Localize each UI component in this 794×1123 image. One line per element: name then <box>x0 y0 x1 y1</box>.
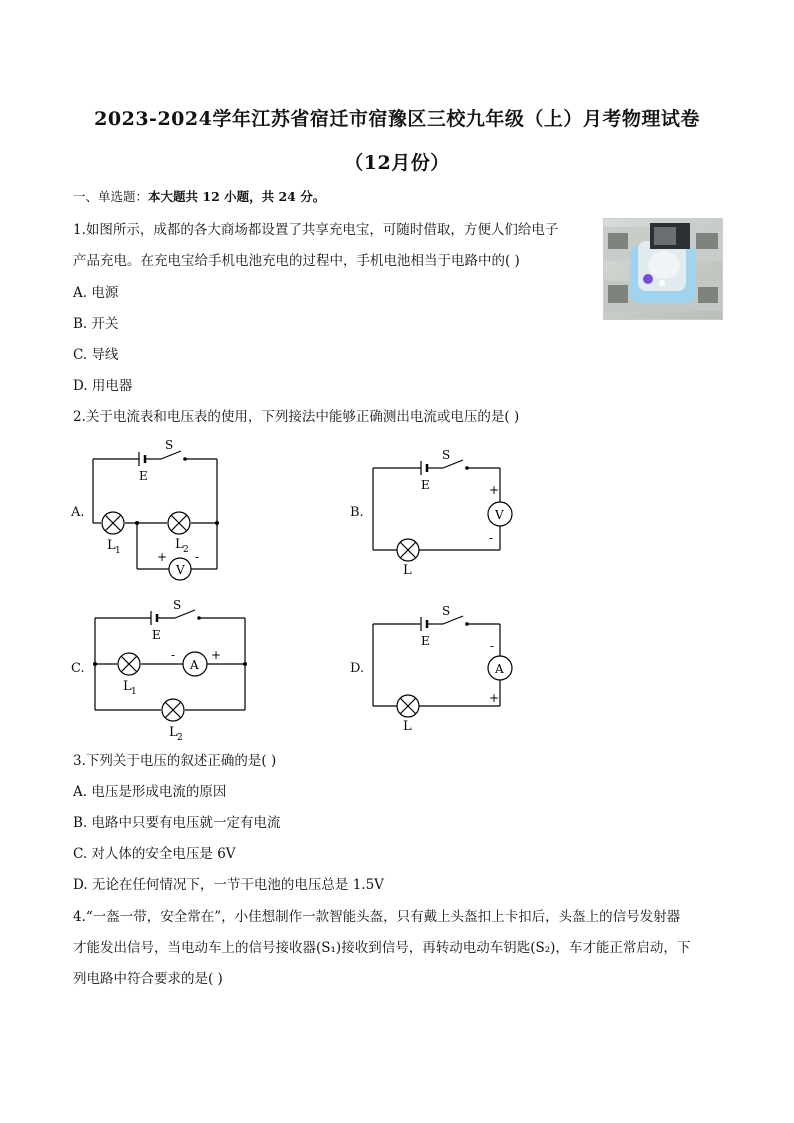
circuit-d-plus: + <box>489 691 500 705</box>
circuit-d-switch-label: S <box>442 604 451 618</box>
q4-stem-line3: 列电路中符合要求的是( ) <box>73 971 223 987</box>
q2-option-b-label: B. <box>350 505 364 520</box>
circuit-c-diagram <box>85 596 255 744</box>
circuit-c-l1-label: L <box>123 679 132 694</box>
circuit-a-l1-label: L <box>107 538 116 553</box>
q3-option-a: A. 电压是形成电流的原因 <box>73 784 227 800</box>
q1-option-b: B. 开关 <box>73 316 119 332</box>
circuit-b-diagram <box>365 446 525 581</box>
circuit-a-minus: - <box>195 550 200 564</box>
circuit-d-ammeter-label: A <box>495 662 504 676</box>
circuit-b-battery-label: E <box>421 478 430 492</box>
circuit-d-diagram <box>365 602 525 737</box>
circuit-a-battery-label: E <box>139 469 148 483</box>
circuit-b-voltmeter-label: V <box>495 508 504 522</box>
circuit-b-minus: - <box>489 531 494 545</box>
q3-option-d: D. 无论在任何情况下，一节干电池的电压总是 1.5V <box>73 877 384 893</box>
q1-option-c: C. 导线 <box>73 347 119 363</box>
q3-stem: 3.下列关于电压的叙述正确的是( ) <box>73 753 277 769</box>
circuit-b-switch-label: S <box>442 448 451 462</box>
circuit-b-plus: + <box>489 483 500 497</box>
circuit-c-l2-sub: 2 <box>177 733 183 743</box>
circuit-c-switch-label: S <box>173 598 182 612</box>
q1-stem-line2: 产品充电。在充电宝给手机电池充电的过程中，手机电池相当于电路中的( ) <box>73 253 520 269</box>
circuit-c-l2-label: L <box>169 725 178 740</box>
circuit-a-l1-sub: 1 <box>115 546 121 556</box>
circuit-a-diagram <box>85 437 230 587</box>
circuit-c-minus: - <box>171 648 176 662</box>
circuit-a-plus: + <box>157 550 168 564</box>
section-heading <box>73 187 325 205</box>
q1-option-d: D. 用电器 <box>73 378 133 394</box>
q4-stem-line2: 才能发出信号，当电动车上的信号接收器(S₁)接收到信号，再转动电动车钥匙(S₂)，车才能正常启动，下 <box>73 940 691 956</box>
circuit-c-battery-label: E <box>152 628 161 642</box>
circuit-a-l2-sub: 2 <box>183 545 189 555</box>
power-bank-photo <box>603 218 723 320</box>
page-title: 2023-2024学年江苏省宿迁市宿豫区三校九年级（上）月考物理试卷 <box>94 108 700 130</box>
circuit-d-l-label: L <box>403 719 412 734</box>
q1-option-a: A. 电源 <box>73 285 119 301</box>
q2-option-c-label: C. <box>71 661 85 676</box>
page-subtitle: （12月份） <box>344 152 450 174</box>
q4-stem-line1: 4.“一盔一带，安全常在”，小佳想制作一款智能头盔，只有戴上头盔扣上卡扣后，头盔上的信号发射器 <box>73 909 681 925</box>
q2-option-d-label: D. <box>350 661 365 676</box>
circuit-c-ammeter-label: A <box>190 658 199 672</box>
q3-option-c: C. 对人体的安全电压是 6V <box>73 846 236 862</box>
q3-option-b: B. 电路中只要有电压就一定有电流 <box>73 815 281 831</box>
section-desc: 本大题共 12 小题，共 24 分。 <box>148 189 326 204</box>
circuit-c-plus: + <box>211 648 222 662</box>
circuit-a-switch-label: S <box>165 438 174 452</box>
circuit-b-l-label: L <box>403 563 412 578</box>
circuit-a-voltmeter-label: V <box>176 563 185 577</box>
q2-option-a-label: A. <box>71 505 85 520</box>
circuit-c-l1-sub: 1 <box>131 687 137 697</box>
circuit-d-minus: - <box>490 639 495 653</box>
section-label: 一、单选题： <box>73 189 149 204</box>
q1-stem-line1: 1.如图所示，成都的各大商场都设置了共享充电宝，可随时借取，方便人们给电子 <box>73 222 559 238</box>
q2-stem: 2.关于电流表和电压表的使用，下列接法中能够正确测出电流或电压的是( ) <box>73 409 520 425</box>
circuit-d-battery-label: E <box>421 634 430 648</box>
circuit-a-l2-label: L <box>175 537 184 552</box>
